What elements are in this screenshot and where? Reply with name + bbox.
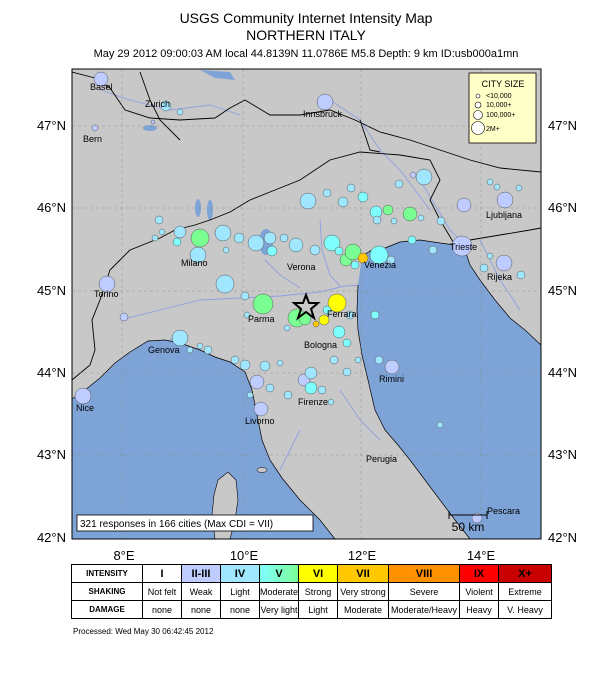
city-label: Genova [148, 345, 180, 355]
processed-timestamp: Processed: Wed May 30 06:42:45 2012 [73, 627, 214, 636]
city-label: Bologna [304, 340, 338, 350]
city-response-circle [487, 179, 493, 185]
city-response-circle [355, 357, 361, 363]
lon-label: 14°E [466, 548, 496, 563]
city-response-circle [284, 391, 292, 399]
city-response-circle [191, 229, 209, 247]
city-label: Nice [76, 403, 95, 413]
intensity-cell: V [260, 565, 299, 583]
city-response-circle [120, 313, 128, 321]
lat-label-right: 47°N [548, 118, 578, 133]
city-response-circle [284, 325, 290, 331]
city-response-circle [231, 356, 239, 364]
city-response-circle [305, 382, 317, 394]
city-response-circle [317, 94, 333, 110]
size-label: 100,000+ [486, 112, 516, 119]
lat-label-left: 47°N [36, 118, 66, 133]
city-response-circle [351, 261, 359, 269]
city-response-circle [335, 247, 343, 255]
size-label: <10,000 [486, 93, 512, 100]
city-response-circle [480, 264, 488, 272]
map-title: USGS Community Internet Intensity Map [179, 10, 433, 26]
city-label: Basel [90, 82, 113, 92]
city-label: Torino [94, 289, 119, 299]
intensity-cell: I [143, 565, 182, 583]
city-label: Verona [287, 262, 316, 272]
intensity-cell: IX [460, 565, 499, 583]
intensity-cell: X+ [499, 565, 552, 583]
city-label: Livorno [245, 416, 275, 426]
city-response-circle [310, 245, 320, 255]
city-response-circle [496, 255, 512, 271]
city-response-circle [266, 384, 274, 392]
city-response-circle [177, 109, 183, 115]
city-response-circle [240, 360, 250, 370]
lat-label-left: 45°N [36, 283, 66, 298]
shaking-cell: Moderate [260, 583, 299, 601]
shaking-cell: Weak [182, 583, 221, 601]
city-response-circle [241, 292, 249, 300]
city-response-circle [187, 347, 193, 353]
city-response-circle [234, 233, 244, 243]
city-response-circle [497, 192, 513, 208]
city-response-circle [391, 218, 397, 224]
city-response-circle [173, 238, 181, 246]
responses-note: 321 responses in 166 cities (Max CDI = VII) [80, 519, 274, 530]
city-response-circle [197, 343, 203, 349]
event-info: May 29 2012 09:00:03 AM local 44.8139N 11.0786E M5.8 Depth: 9 km ID:usb000a1mn [93, 48, 519, 60]
damage-cell: V. Heavy [499, 601, 552, 619]
lat-label-right: 46°N [548, 200, 578, 215]
shaking-cell: Severe [389, 583, 460, 601]
lat-label-right: 42°N [548, 530, 578, 545]
city-label: Venezia [364, 260, 397, 270]
lat-label-left: 42°N [36, 530, 66, 545]
city-response-circle [383, 205, 393, 215]
intensity-cell: VII [338, 565, 389, 583]
city-response-circle [313, 321, 319, 327]
longitude-labels [113, 548, 495, 563]
city-response-circle [155, 216, 163, 224]
city-response-circle [358, 192, 368, 202]
city-response-circle [152, 235, 158, 241]
lat-label-left: 46°N [36, 200, 66, 215]
city-response-circle [343, 368, 351, 376]
damage-cell: Moderate [338, 601, 389, 619]
city-response-circle [247, 392, 253, 398]
city-label: Bern [83, 134, 103, 144]
city-response-circle [487, 253, 493, 259]
city-response-circle [403, 207, 417, 221]
lon-label: 10°E [229, 548, 259, 563]
city-response-circle [437, 217, 445, 225]
scale-label: 50 km [451, 520, 485, 534]
shaking-cell: Very strong [338, 583, 389, 601]
city-response-circle [289, 238, 303, 252]
lat-label-right: 45°N [548, 283, 578, 298]
city-response-circle [437, 422, 443, 428]
city-response-circle [416, 169, 432, 185]
city-response-circle [159, 229, 165, 235]
damage-cell: Light [299, 601, 338, 619]
damage-cell: Very light [260, 601, 299, 619]
city-response-circle [395, 180, 403, 188]
city-label: Innsbruck [303, 109, 343, 119]
city-response-circle [457, 198, 471, 212]
shaking-cell: Extreme [499, 583, 552, 601]
city-response-circle [516, 185, 522, 191]
city-label: Rimini [379, 374, 405, 384]
city-response-circle [174, 226, 186, 238]
lat-label-left: 44°N [36, 365, 66, 380]
city-label: Pescara [487, 506, 521, 516]
city-response-circle [248, 235, 264, 251]
city-size-legend [469, 73, 536, 143]
city-response-circle [216, 275, 234, 293]
lat-label-right: 44°N [548, 365, 578, 380]
shaking-cell: Light [221, 583, 260, 601]
shaking-cell: Strong [299, 583, 338, 601]
city-label: Parma [248, 314, 275, 324]
damage-cell: none [182, 601, 221, 619]
city-response-circle [300, 193, 316, 209]
legend-row-title: INTENSITY [72, 565, 143, 583]
damage-cell: none [221, 601, 260, 619]
city-response-circle [385, 360, 399, 374]
city-label: Firenze [298, 397, 329, 407]
map-region: NORTHERN ITALY [246, 27, 366, 43]
city-response-circle [223, 247, 229, 253]
city-label: Ferrara [327, 309, 357, 319]
city-response-circle [305, 367, 317, 379]
city-response-circle [267, 246, 277, 256]
lat-label-right: 43°N [548, 447, 578, 462]
intensity-map [0, 60, 612, 563]
city-response-circle [172, 330, 188, 346]
city-response-circle [151, 120, 155, 124]
city-response-circle [517, 271, 525, 279]
city-response-circle [333, 326, 345, 338]
city-response-circle [343, 339, 351, 347]
city-label: Trieste [450, 242, 478, 252]
city-response-circle [330, 356, 338, 364]
damage-cell: Heavy [460, 601, 499, 619]
city-response-circle [92, 125, 98, 131]
intensity-cell: VIII [389, 565, 460, 583]
city-response-circle [277, 360, 283, 366]
city-label: Ljubljana [486, 210, 523, 220]
size-label: 10,000+ [486, 102, 512, 109]
city-response-circle [318, 386, 326, 394]
city-response-circle [253, 294, 273, 314]
city-label: Perugia [366, 454, 398, 464]
city-response-circle [429, 246, 437, 254]
intensity-legend [71, 564, 552, 619]
shaking-cell: Not felt [143, 583, 182, 601]
city-response-circle [250, 375, 264, 389]
city-response-circle [260, 361, 270, 371]
size-label: 2M+ [486, 126, 500, 133]
lon-label: 12°E [347, 548, 377, 563]
city-response-circle [254, 402, 268, 416]
intensity-cell: II-III [182, 565, 221, 583]
lat-label-left: 43°N [36, 447, 66, 462]
city-response-circle [215, 225, 231, 241]
damage-cell: none [143, 601, 182, 619]
city-label: Zurich [145, 99, 171, 109]
city-size-title: CITY SIZE [481, 79, 525, 89]
damage-cell: Moderate/Heavy [389, 601, 460, 619]
legend-row-title: SHAKING [72, 583, 143, 601]
city-response-circle [75, 388, 91, 404]
city-label: Rijeka [487, 272, 513, 282]
city-response-circle [418, 215, 424, 221]
lon-label: 8°E [113, 548, 135, 563]
legend-row-title: DAMAGE [72, 601, 143, 619]
city-response-circle [371, 311, 379, 319]
city-response-circle [323, 189, 331, 197]
city-response-circle [373, 216, 381, 224]
shaking-cell: Violent [460, 583, 499, 601]
city-response-circle [264, 232, 276, 244]
city-response-circle [328, 399, 334, 405]
intensity-cell: IV [221, 565, 260, 583]
city-label: Milano [181, 258, 208, 268]
city-response-circle [338, 197, 348, 207]
intensity-cell: VI [299, 565, 338, 583]
city-response-circle [408, 236, 416, 244]
city-response-circle [375, 356, 383, 364]
city-response-circle [204, 346, 212, 354]
city-response-circle [280, 234, 288, 242]
city-response-circle [494, 184, 500, 190]
city-response-circle [347, 184, 355, 192]
city-response-circle [410, 172, 416, 178]
